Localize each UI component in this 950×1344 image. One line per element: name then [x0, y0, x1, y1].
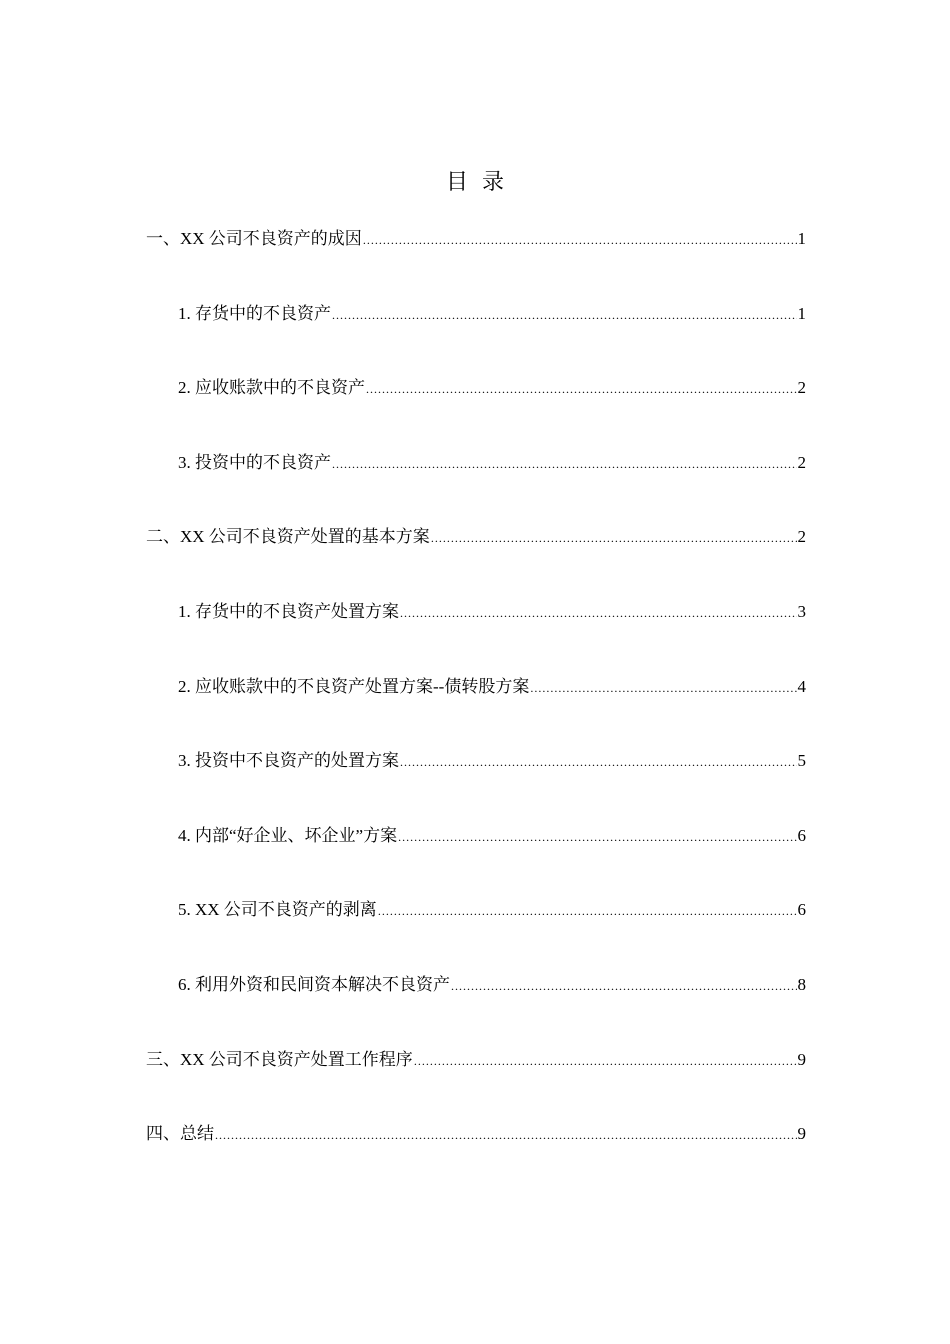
dot-leader: [332, 302, 797, 328]
dot-leader: [451, 973, 797, 999]
toc-page-number: 3: [797, 601, 806, 621]
dot-leader: [530, 675, 796, 701]
dot-leader: [398, 824, 796, 850]
toc-entry-text: 一、XX 公司不良资产的成因: [146, 229, 362, 248]
toc-page-number: 2: [797, 452, 806, 472]
toc-entry[interactable]: [146, 450, 806, 525]
toc-entry-text: 4. 内部“好企业、坏企业”方案: [178, 825, 398, 845]
dot-leader: [414, 1048, 797, 1074]
dot-leader: [363, 227, 797, 253]
toc-entry-text: 6. 利用外资和民间资本解决不良资产: [178, 974, 450, 994]
toc-entry-text: 1. 存货中的不良资产处置方案: [178, 601, 399, 621]
toc-entry[interactable]: [146, 524, 806, 599]
toc-entry-text: 3. 投资中不良资产的处置方案: [178, 751, 399, 771]
toc-entry-text: 5. XX 公司不良资产的剥离: [178, 900, 377, 920]
toc-entry[interactable]: [146, 674, 806, 749]
toc-entry[interactable]: [146, 972, 806, 1047]
dot-leader: [431, 525, 797, 551]
toc-entry-text: 3. 投资中的不良资产: [178, 452, 331, 472]
toc-list: [146, 226, 806, 1196]
toc-entry[interactable]: [146, 1047, 806, 1122]
dot-leader: [332, 451, 797, 477]
dot-leader: [400, 749, 797, 775]
toc-title: 目录: [445, 170, 518, 195]
toc-entry[interactable]: [146, 226, 806, 301]
toc-page-number: 2: [797, 378, 806, 398]
toc-page-number: 2: [797, 527, 806, 547]
toc-page-number: 9: [797, 1049, 806, 1069]
toc-entry[interactable]: [146, 1121, 806, 1196]
dot-leader: [378, 898, 797, 924]
toc-page-number: 8: [797, 974, 806, 994]
toc-entry[interactable]: [146, 599, 806, 674]
toc-page-number: 4: [797, 676, 806, 696]
toc-entry[interactable]: [146, 897, 806, 972]
dot-leader: [366, 376, 797, 402]
toc-entry[interactable]: [146, 301, 806, 376]
toc-entry-text: 四、总结: [146, 1124, 214, 1144]
dot-leader: [400, 600, 797, 626]
toc-entry-text: 2. 应收账款中的不良资产处置方案--债转股方案: [178, 676, 530, 696]
toc-page-number: 1: [797, 229, 806, 248]
toc-page-number: 6: [797, 825, 806, 845]
toc-page-number: 5: [797, 751, 806, 771]
toc-entry[interactable]: [146, 823, 806, 898]
toc-entry[interactable]: [146, 375, 806, 450]
toc-page-number: 6: [797, 900, 806, 920]
toc-entry-text: 2. 应收账款中的不良资产: [178, 378, 365, 398]
toc-entry-text: 1. 存货中的不良资产: [178, 303, 331, 323]
toc-entry[interactable]: [146, 748, 806, 823]
toc-entry-text: 三、XX 公司不良资产处置工作程序: [146, 1049, 413, 1069]
toc-entry-text: 二、XX 公司不良资产处置的基本方案: [146, 527, 430, 547]
toc-page-number: 1: [797, 303, 806, 323]
toc-page-number: 9: [797, 1124, 806, 1144]
dot-leader: [215, 1122, 797, 1148]
